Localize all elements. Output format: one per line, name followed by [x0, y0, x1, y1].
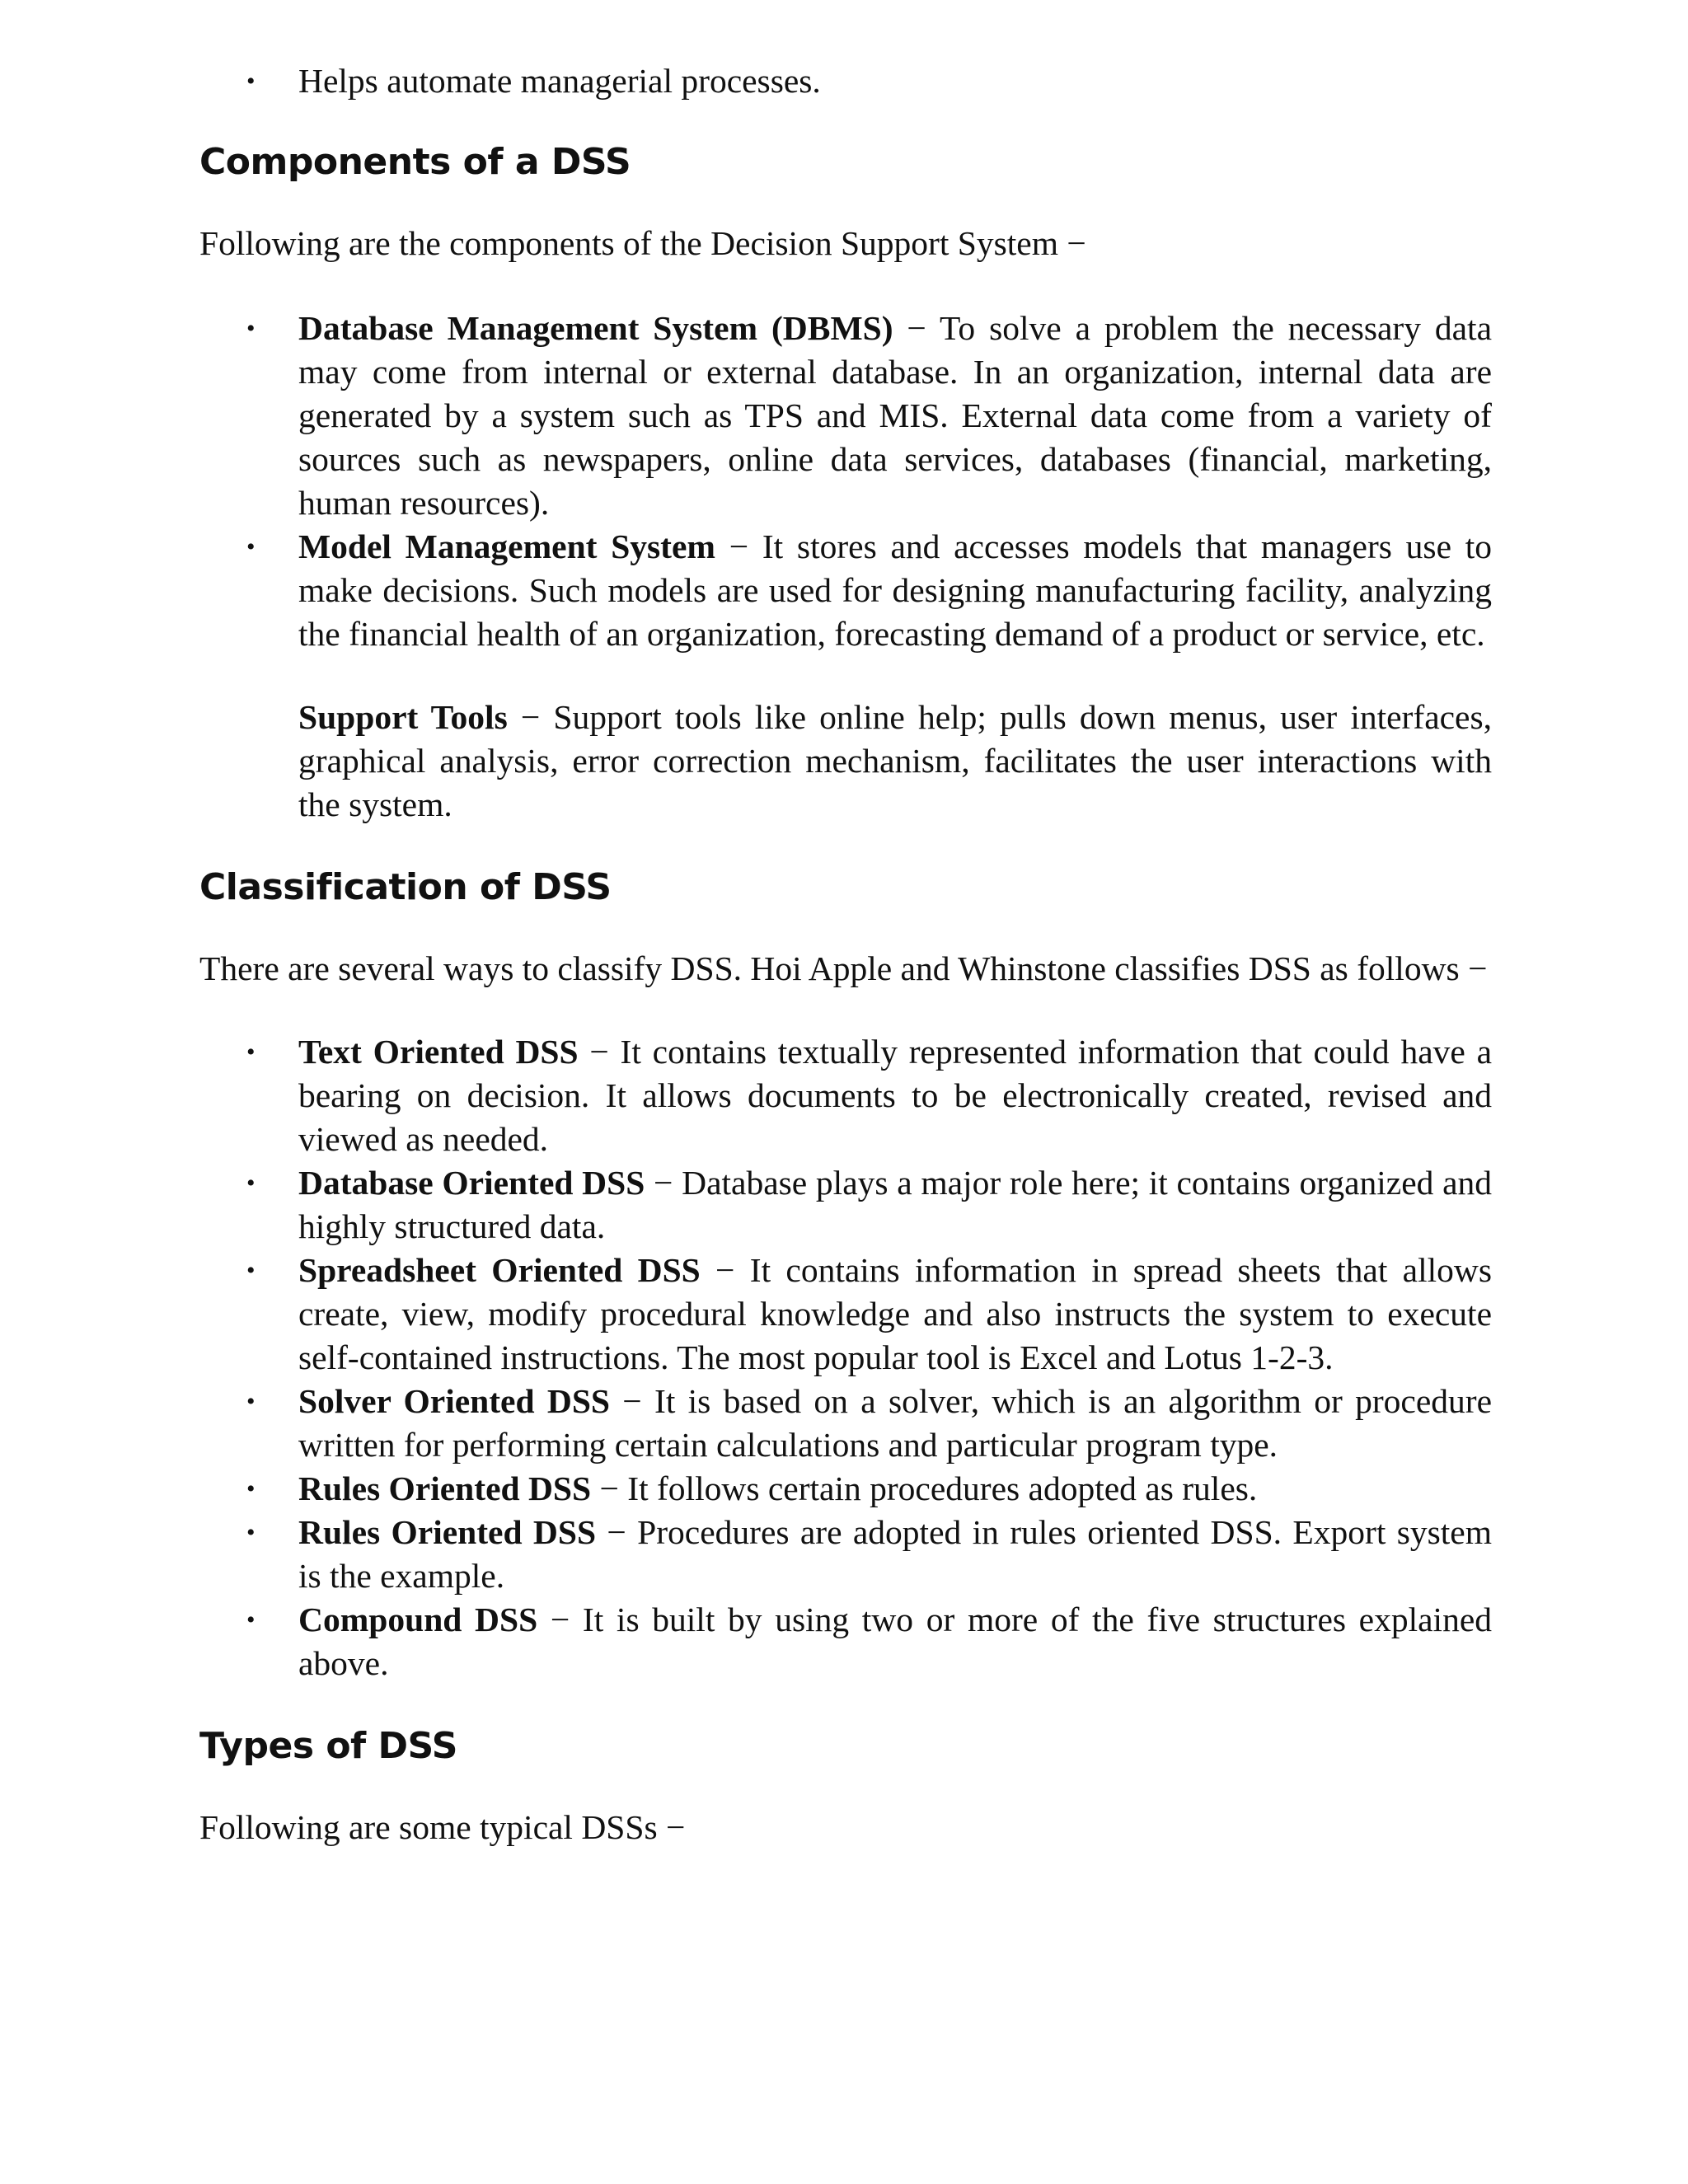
bullet-icon: •: [246, 1388, 256, 1415]
types-intro: Following are some typical DSSs −: [199, 1808, 686, 1846]
list-item-term: Rules Oriented DSS: [298, 1469, 592, 1507]
bullet-icon: •: [246, 1606, 256, 1633]
support-tools-paragraph: [199, 696, 1492, 827]
list-item: [199, 1030, 1492, 1161]
list-item-term: Model Management System: [298, 527, 715, 565]
list-item-desc: − It follows certain procedures adopted as rules.: [591, 1469, 1258, 1507]
list-item-desc: − Database plays a major role here; it contains organized and highly structured data.: [298, 1164, 1492, 1245]
support-tools-term: Support Tools: [298, 698, 508, 736]
bullet-icon: •: [246, 1519, 256, 1546]
list-item-term: Solver Oriented DSS: [298, 1382, 610, 1420]
list-item: [199, 1380, 1492, 1467]
list-item-term: Rules Oriented DSS: [298, 1513, 597, 1551]
list-item-desc: − It is built by using two or more of the five structures explained above.: [298, 1601, 1492, 1682]
components-list: [199, 307, 1492, 656]
list-item-desc: − It is based on a solver, which is an algorithm or procedure written for performing certain calculations and particular program type.: [298, 1382, 1492, 1464]
list-item-desc: − Procedures are adopted in rules oriented DSS. Export system is the example.: [298, 1513, 1492, 1595]
list-item-term: Database Management System (DBMS): [298, 309, 893, 347]
list-item: [199, 1598, 1492, 1685]
bullet-icon: •: [246, 1257, 256, 1284]
list-item-term: Compound DSS: [298, 1601, 538, 1638]
bullet-icon: •: [246, 533, 256, 560]
list-item-desc: − It contains textually represented information that could have a bearing on decision. It allows documents to be electronically created, revised and viewed as needed.: [298, 1033, 1492, 1158]
heading-classification: Classification of DSS: [199, 866, 612, 908]
classification-intro: There are several ways to classify DSS. Hoi Apple and Whinstone classifies DSS as follows −: [199, 949, 1488, 987]
classification-list: [199, 1030, 1492, 1685]
list-item-desc: − It contains information in spread sheets that allows create, view, modify procedural knowledge and also instructs the system to execute self-contained instructions. The most popular tool is Excel and Lotus 1-2-3.: [298, 1251, 1492, 1376]
list-item-term: Database Oriented DSS: [298, 1164, 645, 1202]
bullet-icon: •: [246, 1169, 256, 1197]
heading-types: Types of DSS: [199, 1725, 457, 1767]
bullet-icon: •: [246, 315, 256, 342]
list-item: [199, 1467, 1492, 1511]
document-content: [199, 59, 1492, 1849]
top-bullet-list: [199, 59, 1492, 103]
list-item: [199, 1161, 1492, 1249]
heading-components: Components of a DSS: [199, 141, 631, 183]
list-item-desc: − It stores and accesses models that managers use to make decisions. Such models are used for designing manufacturing facility, analyzing the financial health of an organization, forecasting demand of a product or service, etc.: [298, 527, 1492, 653]
list-item: [199, 307, 1492, 525]
list-item-text: Helps automate managerial processes.: [298, 62, 821, 100]
components-intro: Following are the components of the Decision Support System −: [199, 224, 1086, 262]
list-item-term: Text Oriented DSS: [298, 1033, 579, 1071]
bullet-icon: •: [246, 1475, 256, 1502]
list-item: [199, 525, 1492, 656]
list-item: [199, 1511, 1492, 1598]
bullet-icon: •: [246, 68, 256, 95]
list-item: [199, 1249, 1492, 1380]
list-item: [199, 59, 1492, 103]
list-item-desc: − To solve a problem the necessary data may come from internal or external database. In an organization, internal data are generated by a system such as TPS and MIS. External data come from a variety of sources such as newspapers, online data services, databases (financial, marketing, human resources).: [298, 309, 1492, 522]
bullet-icon: •: [246, 1038, 256, 1066]
support-tools-desc: − Support tools like online help; pulls down menus, user interfaces, graphical analysis, error correction mechanism, facilitates the user interactions with the system.: [298, 698, 1492, 823]
list-item-term: Spreadsheet Oriented DSS: [298, 1251, 701, 1289]
